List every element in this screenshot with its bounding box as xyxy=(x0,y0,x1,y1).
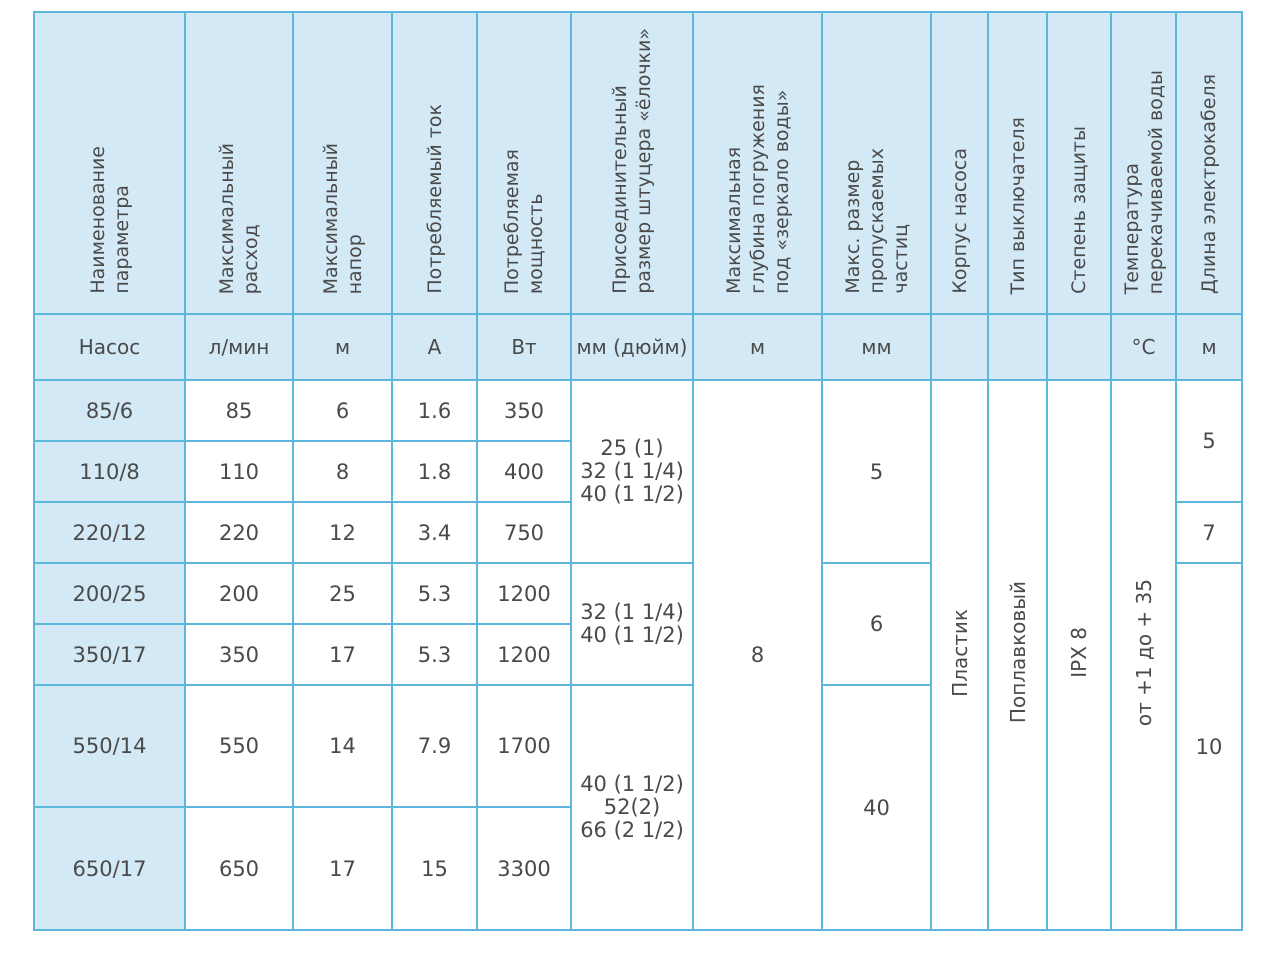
unit-cell: мм (дюйм) xyxy=(571,314,693,380)
current-value: 7.9 xyxy=(392,685,477,807)
header-label: Наименование параметра xyxy=(86,146,133,294)
pump-model: 110/8 xyxy=(34,441,185,502)
pump-model: 220/12 xyxy=(34,502,185,563)
power-value: 1200 xyxy=(477,563,571,624)
unit-cell: °С xyxy=(1111,314,1176,380)
cable-group-2: 7 xyxy=(1176,502,1242,563)
header-label: Максимальный напор xyxy=(319,142,366,294)
header-label: Корпус насоса xyxy=(948,148,971,294)
unit-cell xyxy=(988,314,1047,380)
fitting-group-3: 40 (1 1/2) 52(2) 66 (2 1/2) xyxy=(571,685,693,930)
current-value: 3.4 xyxy=(392,502,477,563)
flow-value: 110 xyxy=(185,441,293,502)
current-value: 1.8 xyxy=(392,441,477,502)
temperature-cell xyxy=(1111,380,1176,930)
header-label: Потребляемый ток xyxy=(423,104,446,294)
power-value: 350 xyxy=(477,380,571,441)
header-label: Макс. размер пропускаемых частиц xyxy=(841,148,912,294)
header-label: Максимальный расход xyxy=(216,142,262,294)
flow-value: 85 xyxy=(185,380,293,441)
units-row xyxy=(34,314,1242,380)
head-value: 6 xyxy=(293,380,392,441)
flow-value: 350 xyxy=(185,624,293,685)
pump-model: 85/6 xyxy=(34,380,185,441)
housing-value: Пластик xyxy=(947,608,972,697)
fitting-group-2: 32 (1 1/4) 40 (1 1/2) xyxy=(571,563,693,685)
header-cell xyxy=(571,12,693,314)
flow-value: 200 xyxy=(185,563,293,624)
power-value: 1700 xyxy=(477,685,571,807)
current-value: 5.3 xyxy=(392,563,477,624)
unit-cell: Насос xyxy=(34,314,185,380)
unit-cell: Вт xyxy=(477,314,571,380)
head-value: 25 xyxy=(293,563,392,624)
header-label: Температура перекачиваемой воды xyxy=(1120,69,1167,294)
unit-cell xyxy=(931,314,988,380)
particles-group-3: 40 xyxy=(822,685,931,930)
unit-cell: А xyxy=(392,314,477,380)
header-cell xyxy=(1047,12,1111,314)
pump-model: 550/14 xyxy=(34,685,185,807)
fitting-group-1: 25 (1) 32 (1 1/4) 40 (1 1/2) xyxy=(571,380,693,563)
pump-model: 350/17 xyxy=(34,624,185,685)
header-cell xyxy=(477,12,571,314)
header-cell xyxy=(1176,12,1242,314)
particles-group-2: 6 xyxy=(822,563,931,685)
current-value: 15 xyxy=(392,807,477,930)
header-label: Длина электрокабеля xyxy=(1198,73,1220,294)
unit-cell: л/мин xyxy=(185,314,293,380)
pump-spec-table xyxy=(33,11,1243,931)
header-label: Тип выключателя xyxy=(1006,116,1029,294)
current-value: 1.6 xyxy=(392,380,477,441)
current-value: 5.3 xyxy=(392,624,477,685)
head-value: 17 xyxy=(293,807,392,930)
housing-cell xyxy=(931,380,988,930)
power-value: 400 xyxy=(477,441,571,502)
header-cell xyxy=(988,12,1047,314)
depth-value: 8 xyxy=(693,380,822,930)
power-value: 1200 xyxy=(477,624,571,685)
header-cell xyxy=(822,12,931,314)
cable-group-1: 5 xyxy=(1176,380,1242,502)
header-cell xyxy=(693,12,822,314)
unit-cell: м xyxy=(1176,314,1242,380)
flow-value: 650 xyxy=(185,807,293,930)
power-value: 3300 xyxy=(477,807,571,930)
header-cell xyxy=(392,12,477,314)
flow-value: 220 xyxy=(185,502,293,563)
switch-cell xyxy=(988,380,1047,930)
head-value: 17 xyxy=(293,624,392,685)
protection-cell xyxy=(1047,380,1111,930)
header-cell xyxy=(293,12,392,314)
particles-group-1: 5 xyxy=(822,380,931,563)
header-label: Потребляемая мощность xyxy=(501,148,547,294)
header-cell xyxy=(931,12,988,314)
unit-cell: м xyxy=(293,314,392,380)
head-value: 12 xyxy=(293,502,392,563)
header-label: Максимальная глубина погружения под «зеркало воды» xyxy=(722,84,793,294)
header-label: Степень защиты xyxy=(1068,126,1090,294)
power-value: 750 xyxy=(477,502,571,563)
cable-group-3: 10 xyxy=(1176,563,1242,930)
pump-model: 200/25 xyxy=(34,563,185,624)
header-cell xyxy=(185,12,293,314)
temperature-value: от +1 до + 35 xyxy=(1131,578,1156,727)
header-cell xyxy=(1111,12,1176,314)
table-row xyxy=(34,380,1242,441)
header-row xyxy=(34,12,1242,314)
header-label: Присоединительный размер штуцера «ёлочки» xyxy=(609,28,655,294)
flow-value: 550 xyxy=(185,685,293,807)
head-value: 14 xyxy=(293,685,392,807)
head-value: 8 xyxy=(293,441,392,502)
pump-model: 650/17 xyxy=(34,807,185,930)
unit-cell: м xyxy=(693,314,822,380)
protection-value: IPX 8 xyxy=(1067,627,1091,678)
unit-cell: мм xyxy=(822,314,931,380)
unit-cell xyxy=(1047,314,1111,380)
switch-value: Поплавковый xyxy=(1005,581,1030,724)
header-cell xyxy=(34,12,185,314)
